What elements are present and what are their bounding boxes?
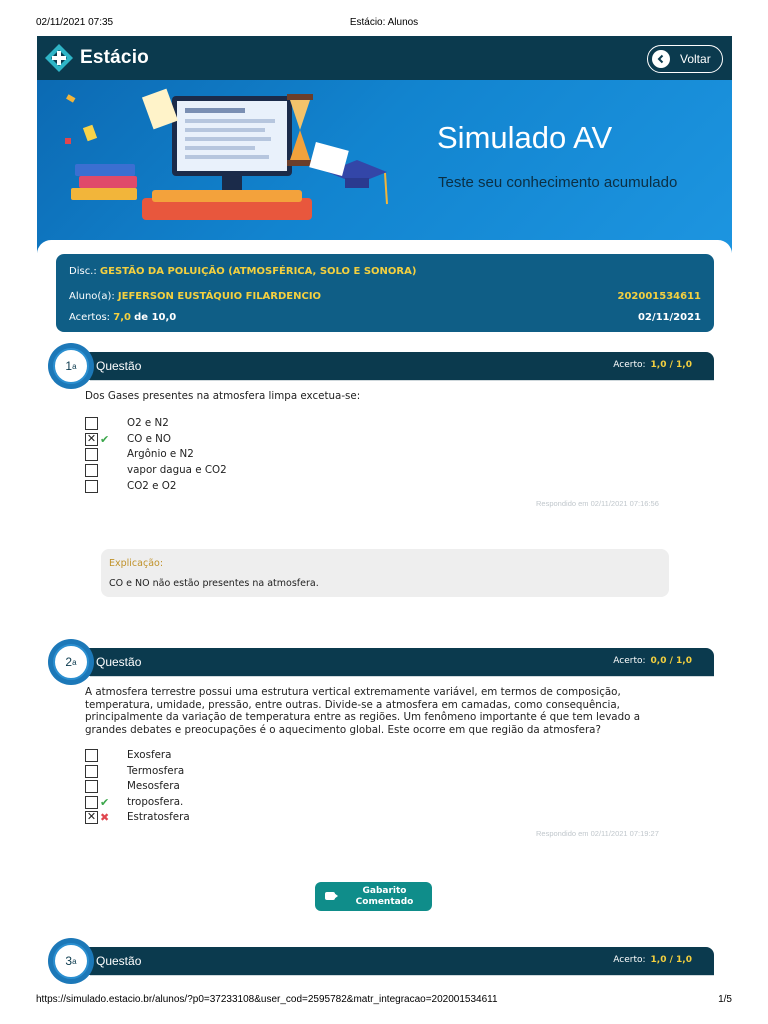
registration-number: 202001534611 — [617, 291, 701, 302]
explanation-box — [101, 549, 669, 597]
print-page-number: 1/5 — [718, 994, 732, 1005]
student-row — [69, 291, 701, 302]
banner-illustration — [57, 86, 417, 246]
question-label: Questão — [96, 655, 142, 669]
student-name: JEFERSON EUSTÁQUIO FILARDENCIO — [117, 291, 322, 302]
question-number: 2 — [65, 655, 73, 669]
correct-check-icon: ✔ — [100, 796, 110, 809]
gabarito-comentado-button[interactable]: Gabarito Comentado — [315, 882, 432, 911]
correct-check-icon: ✔ — [100, 433, 110, 446]
question-label: Questão — [96, 359, 142, 373]
print-title: Estácio: Alunos — [349, 17, 419, 28]
question-2-header — [56, 648, 714, 676]
divider — [90, 380, 714, 381]
question-3-header — [56, 947, 714, 975]
wrong-x-icon: ✖ — [100, 811, 110, 824]
print-datetime: 02/11/2021 07:35 — [36, 17, 114, 28]
checkbox[interactable] — [85, 448, 98, 461]
checkbox-checked[interactable]: ✕ — [86, 432, 97, 445]
answered-timestamp: Respondido em 02/11/2021 07:19:27 — [536, 829, 659, 838]
question-score: Acerto: 1,0 / 1,0 — [613, 360, 692, 370]
video-icon — [325, 892, 335, 900]
checkbox[interactable] — [85, 765, 98, 778]
brand-name: Estácio — [80, 47, 149, 68]
score-value: 7,0 — [113, 312, 131, 323]
back-button-label: Voltar — [680, 52, 711, 66]
question-3-badge: 3 a — [48, 938, 94, 984]
banner-title: Simulado AV — [437, 120, 613, 155]
banner-subtitle: Teste seu conhecimento acumulado — [438, 174, 678, 191]
question-number: 3 — [65, 954, 73, 968]
checkbox[interactable] — [85, 749, 98, 762]
student-info-box — [56, 254, 714, 332]
score-total: de 10,0 — [134, 312, 177, 323]
estacio-logo[interactable] — [44, 43, 149, 73]
answered-timestamp: Respondido em 02/11/2021 07:16:56 — [536, 499, 659, 508]
top-bar — [37, 36, 732, 80]
checkbox[interactable] — [85, 417, 98, 430]
hero-banner — [37, 80, 732, 253]
question-1-text: Dos Gases presentes na atmosfera limpa excetua-se: — [85, 390, 361, 402]
student-label: Aluno(a): — [69, 291, 115, 302]
checkbox-checked[interactable]: ✕ — [86, 810, 97, 823]
question-2-badge: 2 a — [48, 639, 94, 685]
print-header — [0, 17, 768, 31]
question-label: Questão — [96, 954, 142, 968]
question-1-header — [56, 352, 714, 380]
explanation-text: CO e NO não estão presentes na atmosfera. — [109, 578, 319, 589]
divider — [90, 975, 714, 976]
divider — [90, 676, 714, 677]
discipline-row — [69, 266, 701, 277]
discipline-label: Disc.: — [69, 266, 97, 277]
checkbox[interactable] — [85, 464, 98, 477]
checkbox[interactable] — [85, 480, 98, 493]
score-row — [69, 312, 701, 323]
score-label: Acertos: — [69, 312, 111, 323]
logo-icon — [44, 43, 74, 73]
question-number: 1 — [65, 359, 73, 373]
question-2-text: A atmosfera terrestre possui uma estrutura vertical extremamente variável, em termos de composição, temperatura, umidade, pressão, entre outras. Divide-se a atmosfera em camadas, como consequência, principalmente da variação de temperatura entre as regiões. Um fenômeno importante é que tem levado a grandes debates e preocupações é o aquecimento global. Este ocorre em que região da atmosfera? — [85, 686, 641, 736]
discipline-value: GESTÃO DA POLUIÇÃO (ATMOSFÉRICA, SOLO E SONORA) — [99, 266, 417, 277]
question-score: Acerto: 0,0 / 1,0 — [613, 656, 692, 666]
checkbox[interactable] — [85, 796, 98, 809]
explanation-title: Explicação: — [109, 558, 164, 569]
checkbox[interactable] — [85, 780, 98, 793]
exam-date: 02/11/2021 — [638, 312, 701, 323]
banner-curve — [37, 240, 732, 253]
chevron-left-icon — [652, 50, 670, 68]
question-score: Acerto: 1,0 / 1,0 — [613, 955, 692, 965]
back-button[interactable] — [647, 45, 723, 73]
question-1-badge: 1 a — [48, 343, 94, 389]
print-url: https://simulado.estacio.br/alunos/?p0=37233108&user_cod=2595782&matr_integracao=202001534611 — [36, 994, 498, 1005]
